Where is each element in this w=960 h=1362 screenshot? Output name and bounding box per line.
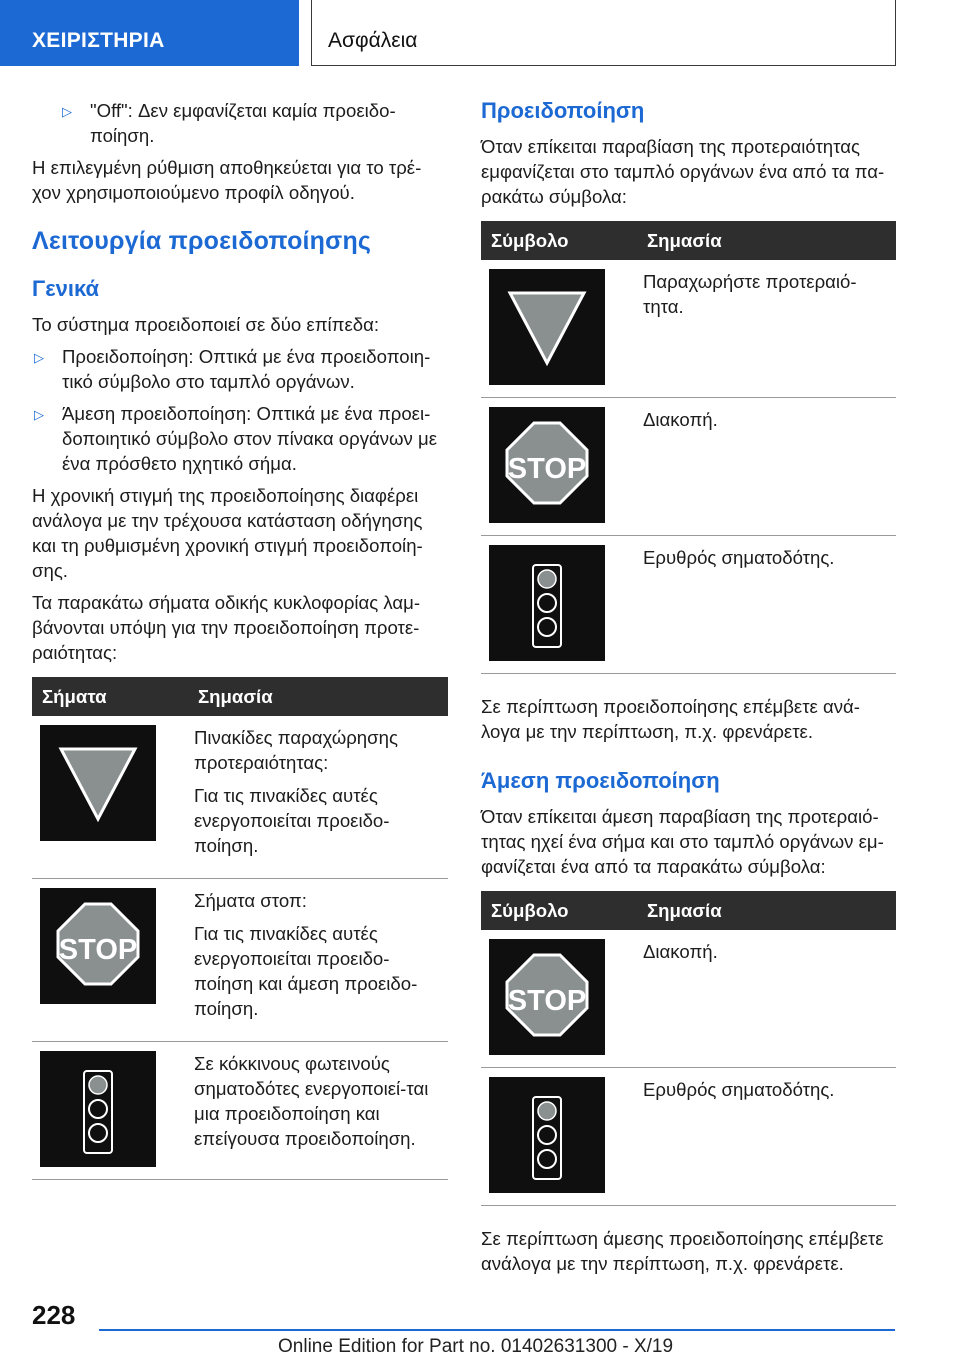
- table-row: [481, 1068, 896, 1206]
- table-row: [481, 930, 896, 1068]
- immediate-symbols-table: [481, 891, 896, 1206]
- para-signs: Τα παρακάτω σήματα οδικής κυκλοφορίας λαμ-βάνονται υπόψη για την προειδοποίηση προτε-ραιότητας:: [32, 592, 421, 663]
- para-react-immediate: Σε περίπτωση άμεσης προειδοποίησης επέμβετε ανάλογα με την περίπτωση, π.χ. φρενάρετε.: [481, 1228, 884, 1274]
- table-header-symbol: Σύμβολο: [481, 891, 643, 930]
- table-row: [32, 879, 448, 1042]
- table-row: [481, 536, 896, 674]
- traffic-light-icon: [40, 1051, 156, 1167]
- row-meaning: Ερυθρός σηματοδότης.: [643, 1079, 835, 1100]
- table-row: [32, 1042, 448, 1180]
- table-header-meaning: Σημασία: [643, 891, 896, 930]
- left-column: [32, 98, 448, 1180]
- row-meaning: Παραχωρήστε προτεραιό-τητα.: [643, 271, 857, 317]
- row-meaning-line: Για τις πινακίδες αυτές ενεργοποιείται προειδο-ποίηση.: [194, 785, 390, 856]
- yield-sign-icon: [40, 725, 156, 841]
- triangle-bullet-icon: ▷: [62, 104, 72, 119]
- para-two-levels: Το σύστημα προειδοποιεί σε δύο επίπεδα:: [32, 314, 380, 335]
- table-header-meaning: Σημασία: [643, 221, 896, 260]
- heading-general: Γενικά: [32, 276, 100, 301]
- table-header-row: [481, 891, 896, 930]
- stop-sign-icon: [489, 407, 605, 523]
- para-saved: Η επιλεγμένη ρύθμιση αποθηκεύεται για το τρέ-χον χρησιμοποιούμενο προφίλ οδηγού.: [32, 157, 422, 203]
- table-row: [32, 716, 448, 879]
- row-meaning-line: Σε κόκκινους φωτεινούς σηματοδότες ενεργοποιεί-ται μια προειδοποίηση και επείγουσα προειδοποίηση.: [194, 1053, 429, 1149]
- right-column: [481, 98, 896, 1283]
- page-header: [0, 0, 960, 66]
- para-immediate: Όταν επίκειται άμεση παραβίαση της προτεραιό-τητας ηχεί ένα σήμα και στο ταμπλό οργάνων εμ-φανίζεται ένα από τα παρακάτω σύμβολα:: [481, 806, 884, 877]
- heading-warning-function: Λειτουργία προειδοποίησης: [32, 227, 372, 255]
- table-row: [481, 398, 896, 536]
- bullet-immediate: [32, 401, 448, 476]
- para-time: Η χρονική στιγμή της προειδοποίησης διαφέρει ανάλογα με την τρέχουσα κατάσταση οδήγησης και τη ρυθμισμένη χρονική στιγμή προειδοποίη-σης.: [32, 485, 423, 581]
- table-row: [481, 260, 896, 398]
- triangle-bullet-icon: ▷: [34, 350, 44, 365]
- warning-symbols-table: [481, 221, 896, 674]
- traffic-light-icon: [489, 1077, 605, 1193]
- section-title-tab[interactable]: Ασφάλεια: [311, 0, 896, 66]
- footer-divider: [99, 1329, 895, 1331]
- stop-sign-icon: [489, 939, 605, 1055]
- stop-sign-text: STOP: [507, 453, 587, 485]
- signs-table: [32, 677, 448, 1180]
- stop-sign-icon: [40, 888, 156, 1004]
- table-header-symbol: Σύμβολο: [481, 221, 643, 260]
- para-warning: Όταν επίκειται παραβίαση της προτεραιότητας εμφανίζεται στο ταμπλό οργάνων ένα από τα πα-ρακάτω σύμβολα:: [481, 136, 885, 207]
- manual-chapter-tab[interactable]: ΧΕΙΡΙΣΤΗΡΙΑ: [0, 0, 299, 66]
- bullet-warning: [32, 344, 448, 394]
- row-meaning-line: Πινακίδες παραχώρησης προτεραιότητας:: [194, 727, 398, 773]
- edition-footer[interactable]: Online Edition for Part no. 01402631300 - X/19: [278, 1336, 674, 1357]
- table-header-signs: Σήματα: [32, 677, 194, 716]
- heading-warning: Προειδοποίηση: [481, 98, 645, 123]
- yield-sign-icon: [489, 269, 605, 385]
- bullet-off: [32, 98, 448, 148]
- row-meaning: Διακοπή.: [643, 941, 718, 962]
- stop-sign-text: STOP: [58, 934, 138, 966]
- table-header-row: [481, 221, 896, 260]
- bullet-warning-text: Προειδοποίηση: Οπτικά με ένα προειδοποιη-τικό σύμβολο στο ταμπλό οργάνων.: [62, 346, 431, 392]
- heading-immediate-warning: Άμεση προειδοποίηση: [481, 768, 720, 793]
- page-number: 228: [32, 1300, 76, 1330]
- stop-sign-text: STOP: [507, 985, 587, 1017]
- bullet-off-text: "Off": Δεν εμφανίζεται καμία προειδο-ποίηση.: [90, 100, 396, 146]
- bullet-immediate-text: Άμεση προειδοποίηση: Οπτικά με ένα προει-δοποιητικό σύμβολο στον πίνακα οργάνων με ένα πρόσθετο ηχητικό σήμα.: [62, 403, 438, 474]
- row-meaning: Ερυθρός σηματοδότης.: [643, 547, 835, 568]
- triangle-bullet-icon: ▷: [34, 407, 44, 422]
- para-react-warning: Σε περίπτωση προειδοποίησης επέμβετε ανά-λογα με την περίπτωση, π.χ. φρενάρετε.: [481, 696, 860, 742]
- row-meaning-line: Σήματα στοπ:: [194, 890, 307, 911]
- table-header-row: [32, 677, 448, 716]
- traffic-light-icon: [489, 545, 605, 661]
- table-header-meaning: Σημασία: [194, 677, 448, 716]
- row-meaning: Διακοπή.: [643, 409, 718, 430]
- row-meaning-line: Για τις πινακίδες αυτές ενεργοποιείται προειδο-ποίηση και άμεση προειδο-ποίηση.: [194, 923, 418, 1019]
